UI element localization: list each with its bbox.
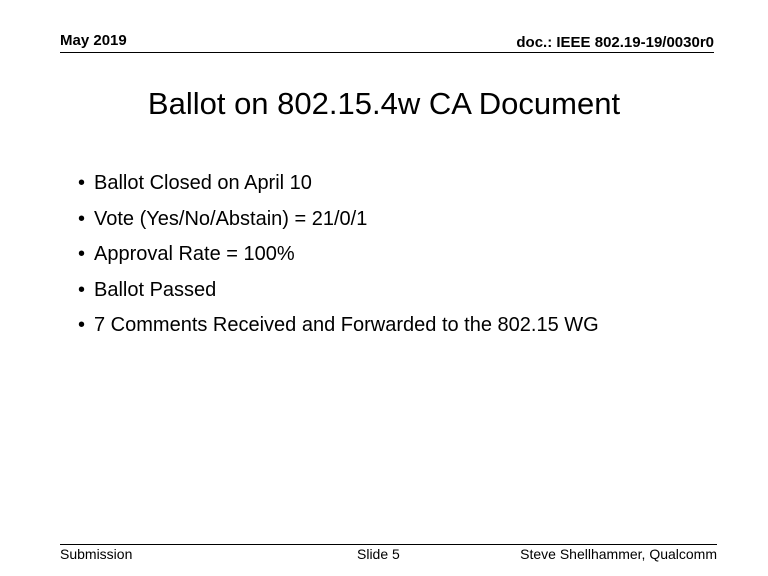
header-doc-id: doc.: IEEE 802.19-19/0030r0 — [516, 34, 714, 51]
footer-divider — [60, 544, 717, 545]
bullet-item-1 — [78, 166, 599, 202]
bullet-item-2 — [78, 202, 599, 238]
bullet-item-3 — [78, 237, 599, 273]
bullet-dot-icon: • — [78, 172, 86, 194]
header-date: May 2019 — [60, 32, 127, 49]
bullet-dot-icon: • — [78, 278, 86, 301]
slide-title: Ballot on 802.15.4w CA Document — [147, 86, 621, 121]
bullet-item-5 — [78, 308, 599, 344]
footer-author: Steve Shellhammer, Qualcomm — [520, 546, 717, 562]
bullet-dot-icon: • — [78, 314, 86, 336]
header-divider — [60, 52, 714, 53]
bullet-dot-icon: • — [78, 243, 86, 265]
bullet-dot-icon: • — [78, 207, 86, 230]
bullet-list — [78, 166, 599, 344]
bullet-text-5: 7 Comments Received and Forwarded to the 802.15 WG — [94, 314, 599, 336]
bullet-text-1: Ballot Closed on April 10 — [94, 172, 312, 194]
footer-slide-number: Slide 5 — [357, 546, 400, 562]
bullet-item-4 — [78, 273, 599, 309]
footer-submission: Submission — [60, 546, 133, 562]
bullet-text-3: Approval Rate = 100% — [94, 243, 295, 265]
bullet-text-2: Vote (Yes/No/Abstain) = 21/0/1 — [94, 207, 368, 230]
bullet-text-4: Ballot Passed — [94, 278, 217, 301]
